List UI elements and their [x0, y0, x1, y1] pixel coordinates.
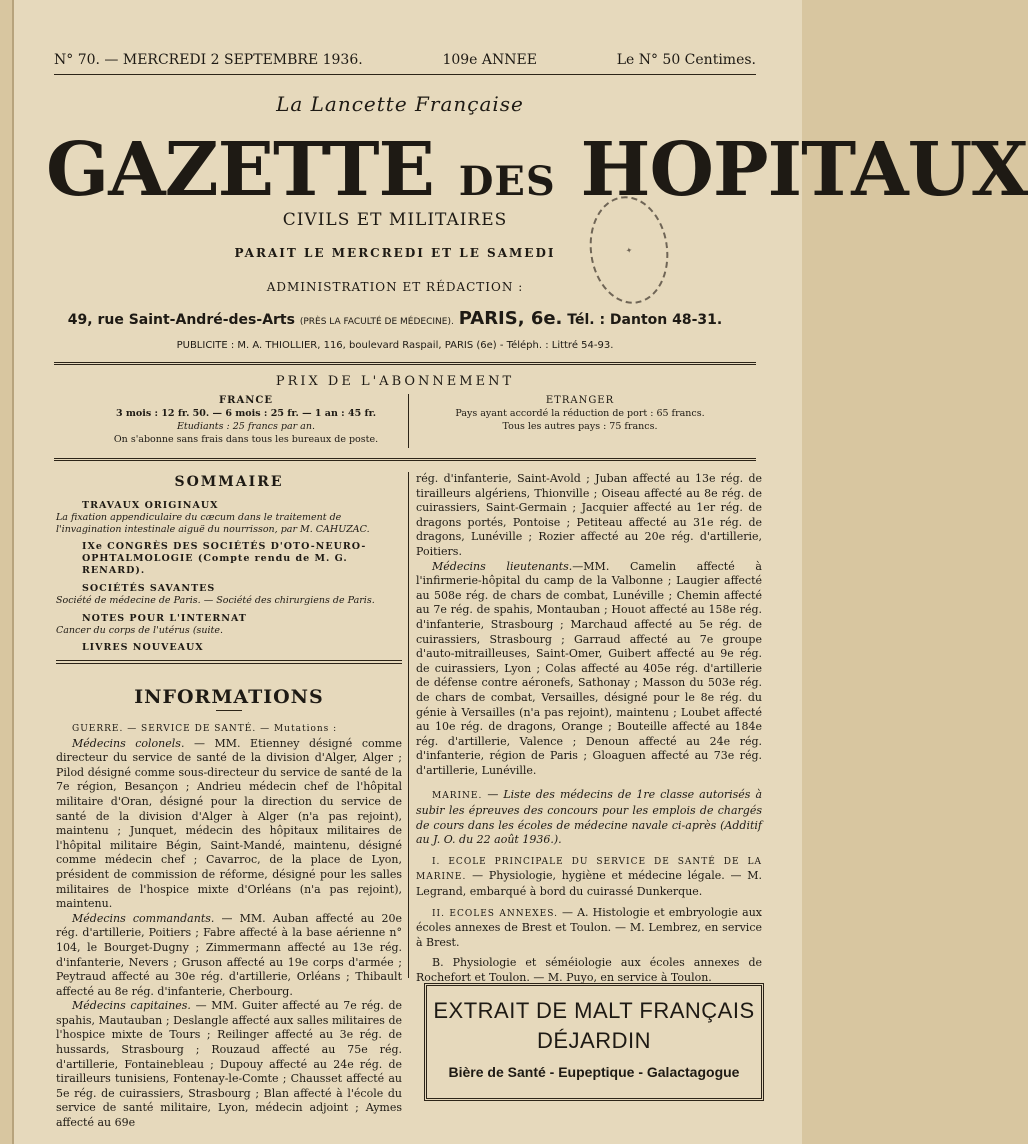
divider [54, 74, 756, 75]
issue-number: N° 70. — MERCREDI 2 SEPTEMBRE 1936. [54, 52, 363, 68]
informations-text [56, 721, 402, 1131]
paragraph: — Liste des médecins de 1re classe autorisés à subir les épreuves des concours pour les emplois de chargés de cours dans les écoles de médecine navale ci-après (Additif au J. O. du 22 août 1936.). [416, 788, 762, 847]
paragraph: B. Physiologie et séméiologie aux écoles annexes de Rochefort et Toulon. — M. Puyo, en service à Toulon. [416, 956, 762, 984]
abroad-price-1: Pays ayant accordé la réduction de port : 65 francs. [455, 408, 705, 419]
section-label: GUERRE. — SERVICE DE SANTÉ. — Mutations : [72, 724, 338, 734]
france-heading: FRANCE [219, 395, 273, 406]
supertitle: La Lancette Française [276, 92, 524, 116]
summary-item: Cancer du corps de l'utérus (suite. [56, 624, 224, 636]
divider [56, 660, 402, 664]
rank-label: Médecins lieutenants. [432, 559, 573, 573]
abroad-price-2: Tous les autres pays : 75 francs. [502, 421, 658, 432]
column-divider [408, 472, 409, 978]
address-note: (PRÈS LA FACULTÉ DE MÉDECINE). [299, 317, 454, 327]
paragraph: — A. Histologie et embryologie aux écoles annexes de Brest et Toulon. — M. Lembrez, en service à Brest. [416, 905, 762, 949]
summary-item: Société de médecine de Paris. — Société des chirurgiens de Paris. [56, 595, 375, 606]
street-address: 49, rue Saint-André-des-Arts [67, 312, 295, 328]
publication-frequency: PARAIT LE MERCREDI ET LE SAMEDI [234, 246, 556, 260]
admin-heading: ADMINISTRATION ET RÉDACTION : [266, 280, 524, 294]
section-label: II. ECOLES ANNEXES. [432, 908, 558, 919]
library-stamp-icon: ✦ [583, 191, 675, 309]
title-des: DES [458, 158, 556, 205]
address-city: PARIS, 6e. [458, 308, 563, 329]
student-price: Etudiants : 25 francs par an. [177, 421, 315, 432]
advertising-contact: PUBLICITE : M. A. THIOLLIER, 116, boulevard Raspail, PARIS (6e) - Téléph. : Littré 54-93. [176, 340, 614, 351]
informations-text-continued [416, 472, 762, 986]
ad-brand: DÉJARDIN [536, 1028, 651, 1053]
subscription-france [96, 394, 396, 446]
address-line [0, 308, 790, 329]
summary-heading: NOTES POUR L'INTERNAT [82, 612, 247, 624]
year-label: 109e ANNEE [442, 52, 537, 68]
subtitle: CIVILS ET MILITAIRES [282, 210, 508, 230]
title-gazette: GAZETTE [46, 127, 434, 213]
divider [54, 458, 756, 461]
masthead-topline [54, 52, 756, 68]
summary-title: SOMMAIRE [174, 474, 284, 490]
right-column [416, 472, 762, 986]
subscription-title: PRIX DE L'ABONNEMENT [275, 374, 515, 389]
section-label: MARINE. [432, 791, 483, 802]
section-label: I. ECOLE PRINCIPALE DU SERVICE DE SANTÉ DE LA MARINE. [416, 856, 762, 883]
summary-heading: TRAVAUX ORIGINAUX [82, 500, 219, 511]
title-hopitaux: HOPITAUX [580, 127, 1028, 213]
informations-title: INFORMATIONS [134, 686, 324, 708]
abroad-heading: ETRANGER [545, 395, 615, 406]
france-prices: 3 mois : 12 fr. 50. — 6 mois : 25 fr. — 1 an : 45 fr. [115, 408, 377, 419]
rank-label: Médecins colonels. [72, 736, 185, 750]
paragraph: rég. d'infanterie, Saint-Avold ; Juban affecté au 13e rég. de tirailleurs algériens, Thionville ; Oiseau affecté au 8e rég. de cuirassiers, Saint-Germain ; Jacquier affecté au 1er rég. de dragons portés, Pontoise ; Petiteau affecté au 31e rég. de dragons, Lunéville ; Rozier affecté au 20e rég. d'artillerie, Poitiers. [416, 472, 762, 558]
summary-heading: SOCIÉTÉS SAVANTES [82, 583, 216, 594]
rank-label: Médecins commandants. [72, 911, 215, 925]
divider [216, 710, 242, 711]
ad-tagline: Bière de Santé - Eupeptique - Galactagogue [448, 1064, 740, 1080]
subscribe-note: On s'abonne sans frais dans tous les bureaux de poste. [113, 434, 379, 445]
telephone: Tél. : Danton 48-31. [567, 312, 723, 328]
summary-heading: IXe CONGRÈS DES SOCIÉTÉS D'OTO-NEURO-OPHTALMOLOGIE (Compte rendu de M. G. RENARD). [82, 541, 367, 576]
paragraph: — MM. Etienney désigné comme directeur du service de santé de la division d'Alger, Alger ; Pilod désigné comme sous-directeur du service de santé de la 7e région, Besançon ; Andrieu médecin chef de l'hôpital militaire d'Oran, désigné pour la direction du service de santé de la division d'Alger à Alger (n'a pas rejoint), maintenu ; Junquet, médecin des hôpitaux militaires de l'hôpital militaire Bégin, Saint-Mandé, maintenu, désigné comme médecin chef ; Cavarroc, de la place de Lyon, président de commission de réforme, désigné pour les salles militaires de l'hospice mixte d'Orléans (n'a pas rejoint), maintenu. [56, 736, 402, 911]
divider [408, 394, 409, 448]
paragraph: — MM. Auban affecté au 20e rég. d'artillerie, Poitiers ; Fabre affecté à la base aérienne n° 104, le Bourget-Dugny ; Zimmermann affecté au 13e rég. d'infanterie, Nevers ; Gruson affecté au 19e corps d'armée ; Peytraud affecté au 30e rég. d'artillerie, Orléans ; Thibault affecté au 8e rég. d'infanterie, Cherbourg. [56, 911, 402, 998]
paragraph: — MM. Guiter affecté au 7e rég. de spahis, Mautauban ; Deslangle affecté aux salles militaires de l'hospice mixte de Tours ; Reilinger affecté au 3e rég. de hussards, Strasbourg ; Rouzaud affecté au 75e rég. d'artillerie, Fontainebleau ; Dupouy affecté au 24e rég. de tirailleurs tunisiens, Fontenay-le-Comte ; Chausset affecté au 5e rég. de cuirassiers, Strasbourg ; Blan affecté à l'école du service de santé militaire, Lyon, médecin adjoint ; Aymes affecté au 69e [56, 999, 402, 1130]
rank-label: Médecins capitaines. [72, 999, 191, 1013]
left-column [56, 474, 402, 1131]
advertisement [424, 983, 764, 1101]
paragraph: —MM. Camelin affecté à l'infirmerie-hôpital du camp de la Valbonne ; Laugier affecté au 508e rég. de chars de combat, Lunéville ; Chemin affecté au 7e rég. de spahis, Montauban ; Houot affecté au 158e rég. d'infanterie, Strasbourg ; Marchaud affecté au 5e rég. de cuirassiers, Strasbourg ; Garraud affecté au 7e groupe d'auto-mitrailleuses, Saint-Omer, Guibert affecté au 9e rég. de cuirassiers, Lyon ; Colas affecté au 405e rég. d'artillerie de défense contre aéronefs, Sathonay ; Masson du 503e rég. de chars de combat, Versailles, désigné pour le 8e rég. du génie à Versailles (n'a pas rejoint), maintenu ; Loubet affecté au 10e rég. de dragons, Orange ; Bouteille affecté au 184e rég. d'artillerie, Valence ; Denoun affecté au 24e rég. d'infanterie, région de Paris ; Gloaguen affecté au 73e rég. d'artillerie, Lunéville. [416, 559, 762, 777]
price-label: Le N° 50 Centimes. [616, 52, 756, 68]
ad-line: EXTRAIT DE MALT FRANÇAIS [433, 998, 755, 1023]
paragraph: — Physiologie, hygiène et médecine légale. — M. Legrand, embarqué à bord du cuirassé Dunkerque. [416, 869, 762, 899]
divider [54, 362, 756, 365]
subscription-abroad [420, 394, 740, 433]
summary-heading: LIVRES NOUVEAUX [82, 642, 204, 653]
summary-item: La fixation appendiculaire du cæcum dans le traitement de l'invagination intestinale aiguë du nourrisson, par M. CAHUZAC. [56, 512, 370, 535]
